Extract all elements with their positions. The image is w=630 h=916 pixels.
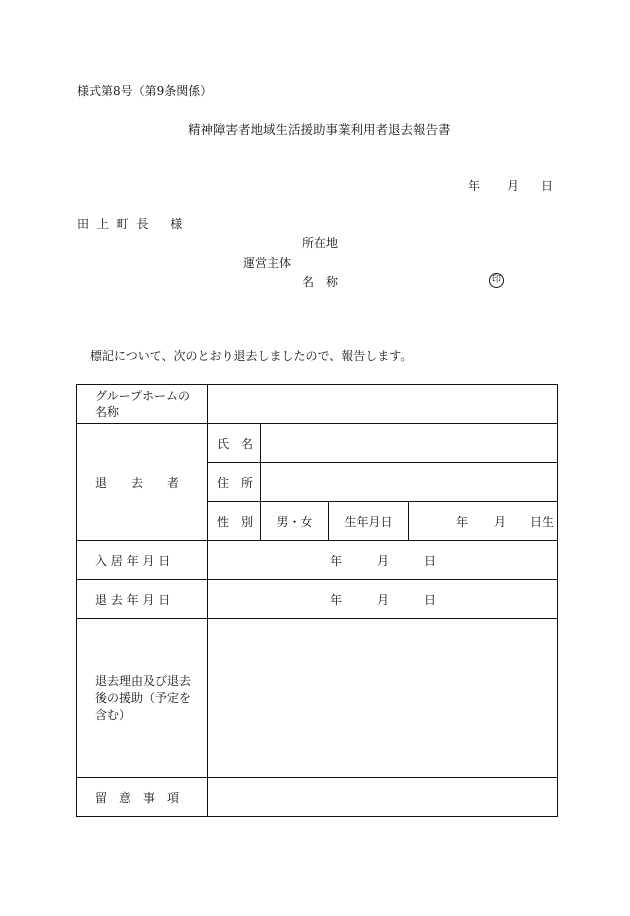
name-label: 名 称: [302, 275, 339, 289]
birthdate-label: 生年月日: [329, 502, 409, 541]
move-out-day: 日: [424, 592, 437, 607]
name-input[interactable]: [261, 424, 558, 463]
reason-input[interactable]: [208, 619, 558, 778]
report-date: [468, 179, 553, 193]
move-out-year: 年: [330, 592, 343, 607]
reason-label: 退去理由及び退去後の援助（予定を含む）: [77, 619, 208, 778]
date-year: 年: [468, 179, 481, 193]
address-field-label: 住 所: [208, 463, 261, 502]
move-in-year: 年: [330, 553, 343, 568]
move-in-day: 日: [424, 553, 437, 568]
move-in-month: 月: [377, 553, 390, 568]
form-number: 様式第8号（第9条関係）: [77, 84, 213, 98]
notes-input[interactable]: [208, 778, 558, 817]
document-title: 精神障害者地域生活援助事業利用者退去報告書: [188, 122, 451, 137]
birthdate-input[interactable]: [409, 502, 558, 541]
name-field-label: 氏 名: [208, 424, 261, 463]
notes-label: 留 意 事 項: [77, 778, 208, 817]
gender-field-label: 性 別: [208, 502, 261, 541]
move-in-date-input[interactable]: [208, 541, 558, 580]
move-out-date-input[interactable]: [208, 580, 558, 619]
statement-text: 標記について、次のとおり退去しましたので、報告します。: [90, 349, 413, 363]
address-label: 所在地: [302, 236, 339, 250]
move-out-date-label: 退 去 年 月 日: [77, 580, 208, 619]
address-input[interactable]: [261, 463, 558, 502]
gender-options[interactable]: 男・女: [261, 502, 329, 541]
leaver-label: 退 去 者: [77, 424, 208, 541]
group-home-label: グループホームの名称: [77, 385, 208, 424]
date-day: 日: [541, 179, 554, 193]
date-month: 月: [507, 179, 520, 193]
operator-label: 運営主体: [243, 256, 292, 270]
move-in-date-label: 入 居 年 月 日: [77, 541, 208, 580]
group-home-input[interactable]: [208, 385, 558, 424]
addressee: 田 上 町 長 様: [77, 217, 185, 231]
birth-year: 年: [456, 514, 469, 529]
birth-month: 月: [494, 514, 507, 529]
seal-mark: 印: [489, 273, 504, 288]
move-out-month: 月: [377, 592, 390, 607]
birth-day-suffix: 日生: [530, 514, 555, 529]
report-table: [76, 384, 558, 817]
